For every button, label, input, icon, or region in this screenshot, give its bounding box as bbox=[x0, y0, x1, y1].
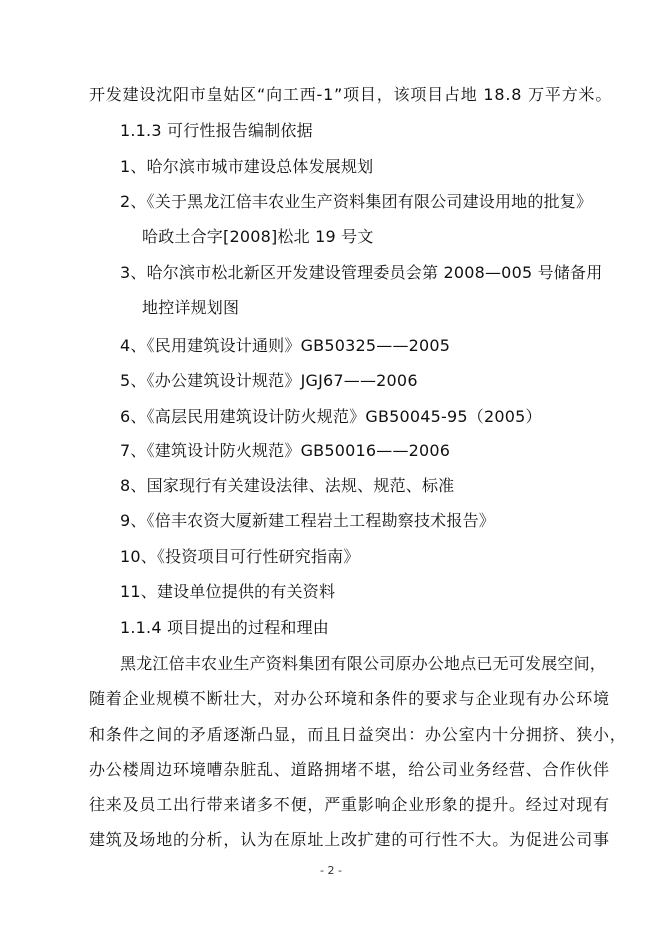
page-number: - 2 - bbox=[320, 864, 342, 877]
list-item-continuation: 哈政土合字[2008]松北 19 号文 bbox=[142, 227, 374, 246]
paragraph-line: 随着企业规模不断壮大，对办公环境和条件的要求与企业现有办公环境 bbox=[89, 689, 610, 708]
list-item: 1、哈尔滨市城市建设总体发展规划 bbox=[120, 157, 374, 176]
list-item: 10、《投资项目可行性研究指南》 bbox=[120, 547, 360, 566]
list-item: 7、《建筑设计防火规范》GB50016——2006 bbox=[120, 441, 451, 460]
list-item-continuation: 地控详规划图 bbox=[142, 298, 240, 317]
paragraph-line: 建筑及场地的分析，认为在原址上改扩建的可行性不大。为促进公司事 bbox=[89, 830, 610, 849]
body-text-line: 开发建设沈阳市皇姑区“向工西-1”项目，该项目占地 18.8 万平方米。 bbox=[89, 85, 613, 104]
paragraph-line: 和条件之间的矛盾逐渐凸显，而且日益突出：办公室内十分拥挤、狭小， bbox=[89, 725, 627, 744]
list-item: 9、《倍丰农资大厦新建工程岩土工程勘察技术报告》 bbox=[120, 511, 495, 530]
paragraph-line: 往来及员工出行带来诸多不便，严重影响企业形象的提升。经过对现有 bbox=[89, 795, 610, 814]
list-item: 11、建设单位提供的有关资料 bbox=[120, 582, 336, 601]
list-item: 4、《民用建筑设计通则》GB50325——2005 bbox=[120, 336, 451, 355]
list-item: 2、《关于黑龙江倍丰农业生产资料集团有限公司建设用地的批复》 bbox=[120, 192, 593, 211]
list-item: 6、《高层民用建筑设计防火规范》GB50045-95（2005） bbox=[120, 407, 542, 426]
section-heading-1-1-3: 1.1.3 可行性报告编制依据 bbox=[120, 121, 313, 140]
list-item: 5、《办公建筑设计规范》JGJ67——2006 bbox=[120, 371, 418, 390]
paragraph-line: 黑龙江倍丰农业生产资料集团有限公司原办公地点已无可发展空间， bbox=[120, 654, 607, 673]
paragraph-line: 办公楼周边环境嘈杂脏乱、道路拥堵不堪，给公司业务经营、合作伙伴 bbox=[89, 760, 610, 779]
list-item: 3、哈尔滨市松北新区开发建设管理委员会第 2008—005 号储备用 bbox=[120, 263, 603, 282]
section-heading-1-1-4: 1.1.4 项目提出的过程和理由 bbox=[120, 618, 329, 637]
list-item: 8、国家现行有关建设法律、法规、规范、标准 bbox=[120, 476, 455, 495]
